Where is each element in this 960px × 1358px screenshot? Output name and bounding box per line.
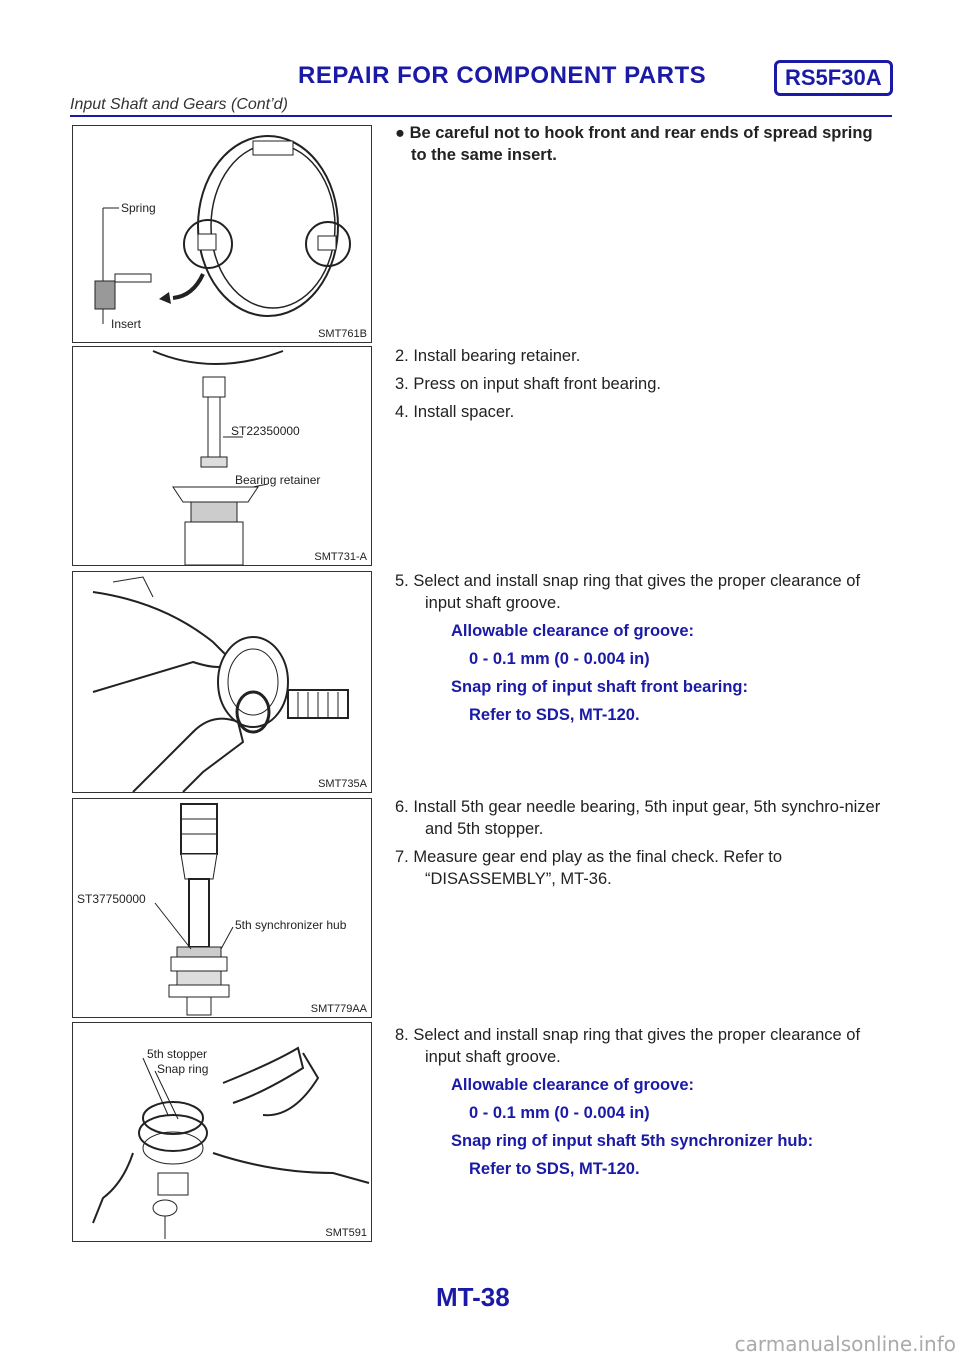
- section-step-5: [395, 570, 891, 732]
- figure-id: SMT731-A: [314, 551, 367, 563]
- section-steps-6-7: [395, 796, 891, 896]
- figure-label: Spring: [121, 201, 156, 215]
- spring-insert-illustration: [73, 126, 371, 342]
- step: 4. Install spacer.: [395, 403, 515, 421]
- caution-text: Be careful not to hook front and rear ends of spread spring to the same insert.: [409, 124, 873, 164]
- synchronizer-press-illustration: [73, 799, 371, 1017]
- figure-id: SMT735A: [318, 778, 367, 790]
- step: 3. Press on input shaft front bearing.: [395, 375, 661, 393]
- model-badge: RS5F30A: [774, 60, 893, 96]
- figure-label: Insert: [111, 317, 142, 331]
- figure-bearing-retainer: [72, 346, 372, 566]
- figure-label: 5th synchronizer hub: [235, 918, 347, 932]
- bullet-icon: ●: [395, 124, 405, 142]
- step: 2. Install bearing retainer.: [395, 347, 581, 365]
- figure-5th-stopper-snap-ring: [72, 1022, 372, 1242]
- watermark: carmanualsonline.info: [734, 1332, 956, 1356]
- figure-snap-ring-install: [72, 571, 372, 793]
- section-caution: [395, 122, 891, 172]
- figure-id: SMT761B: [318, 328, 367, 340]
- snap-ring-hands-illustration: [73, 572, 371, 792]
- stopper-snap-ring-illustration: [73, 1023, 371, 1241]
- figure-label: ST37750000: [77, 892, 146, 906]
- figure-label: Bearing retainer: [235, 473, 321, 487]
- caution-note: [395, 122, 891, 166]
- figure-label: ST22350000: [231, 424, 300, 438]
- bearing-retainer-illustration: [73, 347, 371, 565]
- page-title: REPAIR FOR COMPONENT PARTS: [298, 62, 707, 89]
- section-steps-2-4: [395, 345, 891, 429]
- step: 6. Install 5th gear needle bearing, 5th input gear, 5th synchro-nizer and 5th stopper.: [395, 798, 881, 838]
- figure-spring-insert: [72, 125, 372, 343]
- spec-value: Refer to SDS, MT-120.: [469, 706, 640, 724]
- section-step-8: [395, 1024, 891, 1186]
- page-number: MT-38: [436, 1282, 510, 1312]
- spec-label: Snap ring of input shaft front bearing:: [451, 678, 748, 696]
- section-subtitle: Input Shaft and Gears (Cont’d): [70, 96, 288, 113]
- spec-label: Snap ring of input shaft 5th synchronizer hub:: [451, 1132, 814, 1150]
- spec-value: 0 - 0.1 mm (0 - 0.004 in): [469, 1104, 650, 1122]
- header-rule: [70, 115, 892, 117]
- figure-id: SMT779AA: [310, 1003, 367, 1015]
- step: 5. Select and install snap ring that gives the proper clearance of input shaft groove.: [395, 572, 861, 612]
- figure-id: SMT591: [325, 1227, 367, 1239]
- spec-value: 0 - 0.1 mm (0 - 0.004 in): [469, 650, 650, 668]
- figure-label: Snap ring: [157, 1062, 209, 1076]
- step: 7. Measure gear end play as the final check. Refer to “DISASSEMBLY”, MT-36.: [395, 848, 783, 888]
- figure-label: 5th stopper: [147, 1047, 208, 1061]
- step: 8. Select and install snap ring that gives the proper clearance of input shaft groove.: [395, 1026, 861, 1066]
- spec-label: Allowable clearance of groove:: [451, 622, 694, 640]
- spec-value: Refer to SDS, MT-120.: [469, 1160, 640, 1178]
- figure-5th-synchronizer-hub: [72, 798, 372, 1018]
- spec-label: Allowable clearance of groove:: [451, 1076, 694, 1094]
